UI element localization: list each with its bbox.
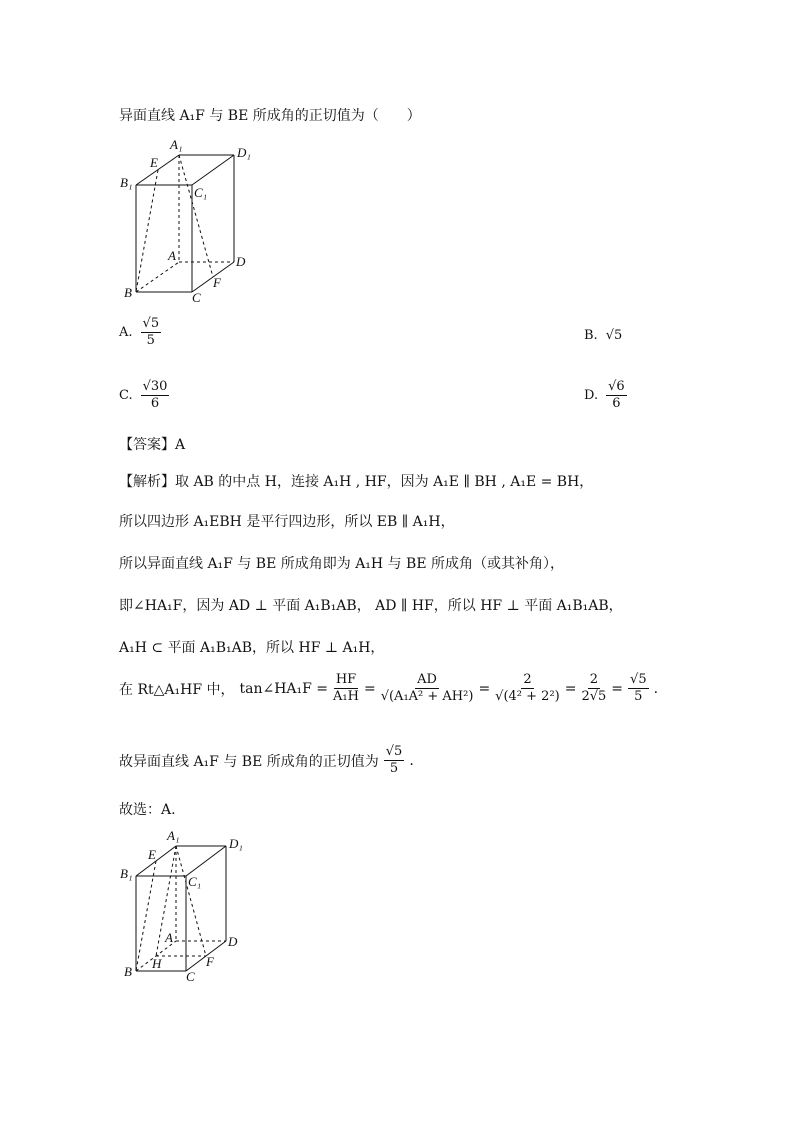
label2-C1: C₁ [188, 874, 202, 889]
segment2-A1F [176, 846, 206, 956]
option-c-numerator: √30 [142, 379, 168, 394]
analysis-line-1: 【解析】取 AB 的中点 H，连接 A₁H , HF，因为 A₁E ∥ BH , A₁E = BH， [119, 474, 594, 490]
option-b-value: √5 [605, 328, 623, 343]
eq-f3-den: √(4² + 2²) [495, 689, 560, 704]
option-a-fraction [141, 316, 162, 349]
tangent-equation [119, 672, 658, 705]
eq-f2-den: √(A₁A² + AH²) [380, 689, 474, 704]
eq-fraction-4 [581, 672, 606, 705]
label2-A: A [165, 930, 173, 945]
eq-equals-4: = [611, 680, 624, 697]
prism-figure-1 [112, 135, 272, 305]
label2-C: C [186, 969, 195, 984]
analysis-line-2: 所以四边形 A₁EBH 是平行四边形，所以 EB ∥ A₁H， [119, 514, 455, 530]
option-a-numerator: √5 [142, 316, 160, 331]
option-c-label: C. [119, 387, 133, 403]
eq-f4-den: 2√5 [581, 689, 607, 704]
conclusion-fraction [384, 744, 405, 777]
eq-equals-3: = [564, 680, 577, 697]
label-F: F [213, 275, 221, 290]
analysis-line-3: 所以异面直线 A₁F 与 BE 所成角即为 A₁H 与 BE 所成角（或其补角）， [119, 556, 564, 572]
eq-equals-1: = [363, 680, 376, 697]
eq-fraction-5 [628, 672, 649, 705]
label2-A1: A₁ [167, 828, 180, 843]
label2-D: D [228, 934, 238, 949]
option-b-label: B. [584, 328, 598, 343]
label2-D1: D₁ [229, 836, 243, 851]
edge-C1D1 [192, 155, 234, 185]
conclusion-text: 故异面直线 A₁F 与 BE 所成角的正切值为 [119, 753, 379, 770]
eq-f5-num: √5 [630, 672, 647, 687]
eq-f3-num: 2 [523, 672, 532, 687]
edge-BA-hidden [136, 262, 179, 292]
eq-end: . [653, 680, 659, 697]
label-D: D [236, 254, 246, 269]
label-A: A [168, 248, 176, 263]
label-D1: D₁ [237, 145, 251, 160]
label2-F: F [206, 954, 214, 969]
option-c [119, 379, 169, 412]
eq-tan: tan∠HA₁F = [239, 680, 329, 697]
label-E: E [150, 155, 158, 170]
option-c-denominator: 6 [150, 396, 160, 411]
option-b [584, 327, 622, 345]
option-a [119, 316, 161, 349]
eq-f1-num: HF [335, 672, 357, 687]
option-d-fraction [606, 379, 627, 412]
label2-B1: B₁ [120, 866, 133, 881]
conclusion-line [119, 744, 414, 777]
option-d-denominator: 6 [612, 396, 621, 411]
label-A1: A₁ [170, 137, 183, 152]
eq-equals-2: = [478, 680, 491, 697]
eq-f5-den: 5 [634, 689, 643, 704]
conclusion-num: √5 [385, 744, 403, 759]
conclusion-end: . [409, 752, 414, 769]
question-text: 异面直线 A₁F 与 BE 所成角的正切值为（ ） [119, 108, 421, 124]
segment-BE [136, 170, 158, 292]
prism-figure-2 [112, 828, 272, 988]
edge2-C1D1 [186, 846, 226, 876]
label-B1: B₁ [120, 175, 133, 190]
eq-prefix: 在 Rt△A₁HF 中， [119, 681, 235, 698]
option-a-label: A. [119, 324, 133, 340]
conclusion-den: 5 [389, 761, 399, 776]
eq-fraction-3 [495, 672, 560, 705]
choose-text: 故选：A. [119, 802, 176, 818]
label-C: C [192, 290, 201, 305]
label-B: B [124, 285, 132, 300]
segment2-BE [136, 861, 156, 971]
option-d-label: D. [584, 387, 599, 403]
label2-B: B [124, 964, 132, 979]
eq-fraction-2 [381, 672, 474, 705]
eq-f4-num: 2 [589, 672, 599, 687]
eq-f2-num: AD [417, 672, 437, 687]
option-d-numerator: √6 [608, 379, 625, 394]
analysis-line-5: A₁H ⊂ 平面 A₁B₁AB，所以 HF ⊥ A₁H， [119, 640, 385, 656]
eq-f1-den: A₁H [333, 689, 359, 704]
label2-H: H [152, 956, 162, 971]
label-C1: C₁ [194, 185, 208, 200]
answer-text: 【答案】A [119, 437, 186, 453]
eq-fraction-1 [333, 672, 359, 705]
label2-E: E [148, 847, 156, 862]
option-c-fraction [141, 379, 170, 412]
option-d [584, 379, 627, 412]
analysis-line-4: 即∠HA₁F，因为 AD ⊥ 平面 A₁B₁AB， AD ∥ HF，所以 HF ⊥ 平面 A₁B₁AB， [119, 598, 623, 614]
option-a-denominator: 5 [146, 333, 155, 348]
